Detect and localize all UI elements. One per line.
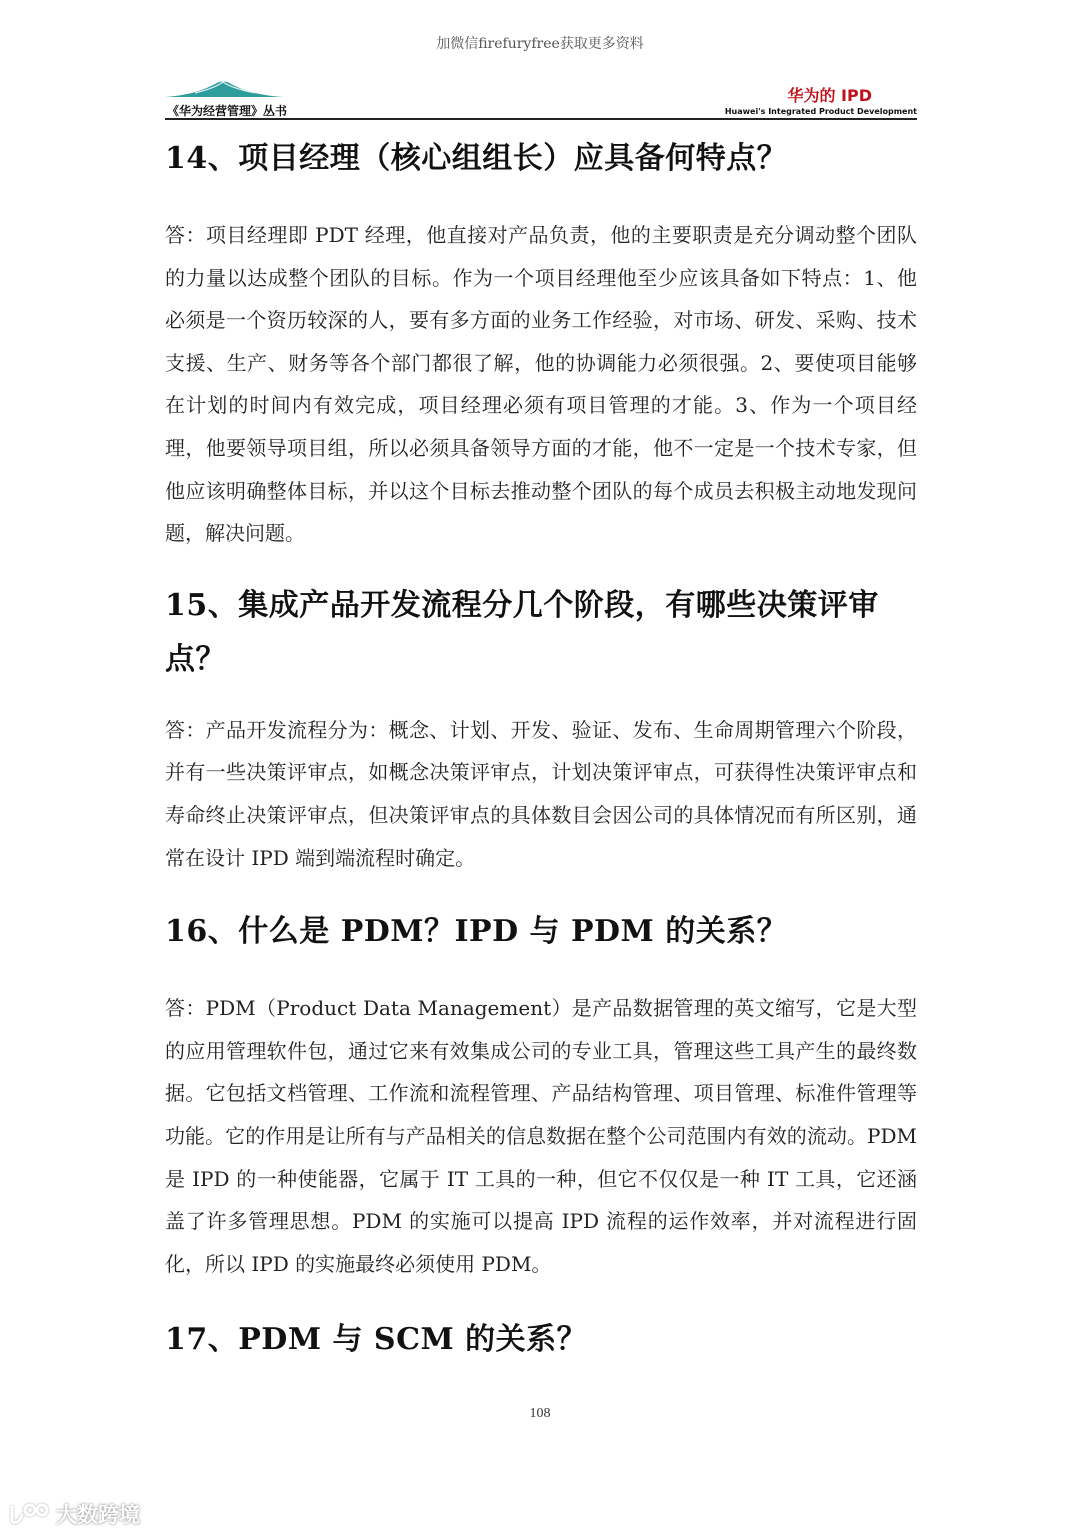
brand-logo-icon <box>8 1502 50 1526</box>
header-divider <box>165 118 917 120</box>
mountain-logo-icon <box>165 78 285 98</box>
answer-paragraph-15: 答：产品开发流程分为：概念、计划、开发、验证、发布、生命周期管理六个阶段，并有一些决策评审点，如概念决策评审点，计划决策评审点，可获得性决策评审点和寿命终止决策评审点，但决策评审点的具体数目会因公司的具体情况而有所区别，通常在设计 IPD 端到端流程时确定。 <box>165 717 917 870</box>
answer-paragraph-16: 答：PDM（Product Data Management）是产品数据管理的英文缩写，它是大型的应用管理软件包，通过它来有效集成公司的专业工具，管理这些工具产生的最终数据。它包括文档管理、工作流和流程管理、产品结构管理、项目管理、标准件管理等功能。它的作用是让所有与产品相关的信息数据在整个公司范围内有效的流动。PDM 是 IPD 的一种使能器，它属于 IT 工具的一种，但它不仅仅是一种 IT 工具，它还涵盖了许多管理思想。PDM 的实施可以提高 IPD 流程的运作效率，并对流程进行固化，所以 IPD 的实施最终必须使用 PDM。 <box>165 996 917 1276</box>
page-header <box>165 78 917 120</box>
corner-watermark <box>8 1499 140 1529</box>
corner-watermark-text: 大数跨境 <box>56 1503 140 1527</box>
brand-subtitle: Huawei's Integrated Product Development <box>724 107 917 116</box>
brand-title: 华为的 IPD <box>787 86 872 105</box>
answer-paragraph-14: 答：项目经理即 PDT 经理，他直接对产品负责，他的主要职责是充分调动整个团队的力量以达成整个团队的目标。作为一个项目经理他至少应该具备如下特点：1、他必须是一个资历较深的人，要有多方面的业务工作经验，对市场、研发、采购、技术支援、生产、财务等各个部门都很了解，他的协调能力必须很强。2、要使项目能够在计划的时间内有效完成，项目经理必须有项目管理的才能。3、作为一个项目经理，他要领导项目组，所以必须具备领导方面的才能，他不一定是一个技术专家，但他应该明确整体目标，并以这个目标去推动整个团队的每个成员去积极主动地发现问题，解决问题。 <box>165 223 917 546</box>
question-heading-16: 16、什么是 PDM？IPD 与 PDM 的关系？ <box>165 914 788 950</box>
page-number: 108 <box>529 1406 551 1421</box>
series-title: 《华为经营管理》丛书 <box>167 104 288 118</box>
question-heading-15: 15、集成产品开发流程分几个阶段，有哪些决策评审点？ <box>165 587 879 677</box>
brand-block <box>725 86 917 117</box>
question-heading-14: 14、项目经理（核心组组长）应具备何特点？ <box>165 141 788 176</box>
top-watermark-text: 加微信firefuryfree获取更多资料 <box>436 36 644 52</box>
question-heading-17: 17、PDM 与 SCM 的关系？ <box>165 1322 588 1358</box>
page-content <box>165 132 917 1367</box>
